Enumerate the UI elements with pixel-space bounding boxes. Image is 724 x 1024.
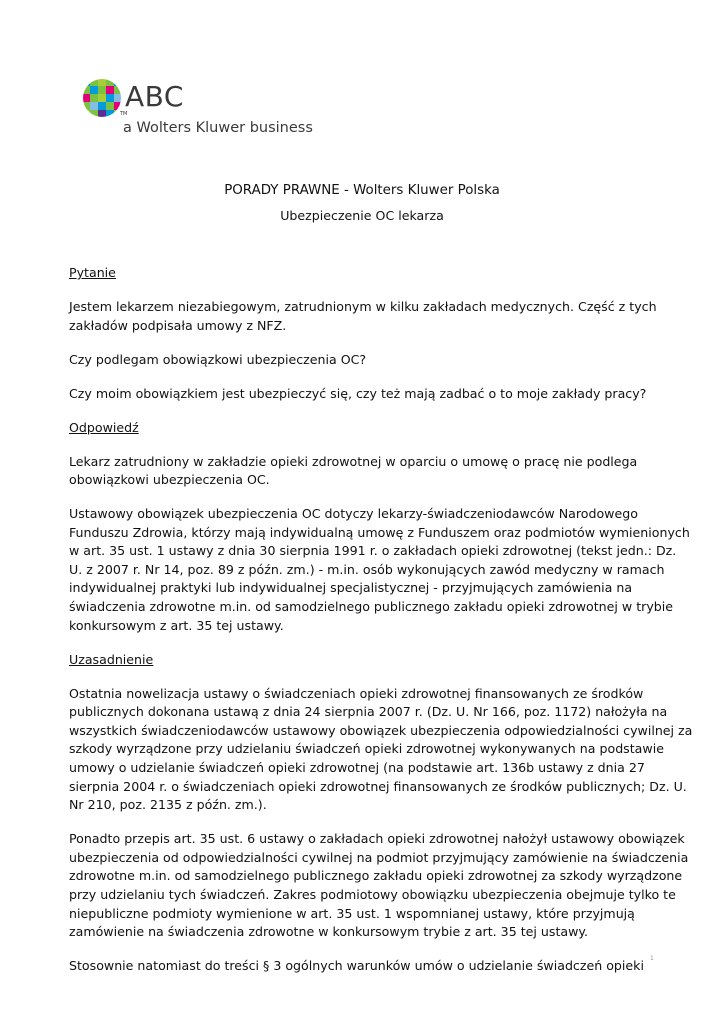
logo-tile (106, 86, 114, 94)
text-line: publicznych dokonana ustawą z dnia 24 sierpnia 2007 r. (Dz. U. Nr 166, poz. 1172) nałożyła na (69, 704, 668, 720)
logo-tile (106, 78, 114, 86)
logo-icon (82, 78, 122, 118)
text-line: przy udzielaniu tych świadczeń. Zakres podmiotowy obowiązku ubezpieczenia obejmuje tylko te (69, 886, 676, 902)
text-line: Stosownie natomiast do treści § 3 ogólnych warunków umów o udzielanie świadczeń opieki (69, 958, 644, 974)
text-line: Lekarz zatrudniony w zakładzie opieki zdrowotnej w oparciu o umowę o pracę nie podlega (69, 453, 638, 469)
logo-tile (98, 86, 106, 94)
document-title: PORADY PRAWNE - Wolters Kluwer Polska (224, 183, 500, 198)
justification-paragraph-two (69, 830, 689, 942)
text-line: w art. 35 ust. 1 ustawy z dnia 30 sierpnia 1991 r. o zakładach opieki zdrowotnej (tekst jedn.: Dz. (69, 543, 677, 559)
logo-tile (82, 110, 90, 118)
logo-tile (90, 86, 98, 94)
logo-tile (114, 86, 122, 94)
question-paragraph (69, 298, 659, 335)
logo-tile (98, 94, 106, 102)
justification-paragraph-one (69, 685, 693, 815)
text-line: Ustawowy obowiązek ubezpieczenia OC dotyczy lekarzy-świadczeniodawców Narodowego (69, 506, 638, 522)
logo-brand: ABC (125, 80, 184, 113)
logo (82, 78, 332, 138)
document-subtitle: Ubezpieczenie OC lekarza (280, 208, 444, 223)
text-line: szkody wyrządzone przy udzielaniu świadczeń opieki zdrowotnej wykonywanych na podstawie (69, 741, 664, 757)
logo-tile (90, 78, 98, 86)
justification-paragraph-three (69, 957, 659, 976)
question-two: Czy podlegam obowiązkowi ubezpieczenia OC? (69, 351, 367, 367)
logo-tile (114, 102, 122, 110)
logo-tile (114, 78, 122, 86)
logo-tile (106, 102, 114, 110)
logo-tile (106, 110, 114, 118)
logo-trademark: TM (120, 111, 128, 117)
logo-tile (98, 78, 106, 86)
logo-tagline: a Wolters Kluwer business (123, 120, 313, 136)
document-body (69, 264, 693, 976)
logo-tile (114, 94, 122, 102)
logo-tile (82, 78, 90, 86)
question-three: Czy moim obowiązkiem jest ubezpieczyć się, czy też mają zadbać o to moje zakłady pracy? (69, 385, 647, 401)
text-line: obowiązkowi ubezpieczenia OC. (69, 472, 270, 488)
answer-heading: Odpowiedź (69, 419, 139, 435)
logo-tile (82, 94, 90, 102)
justification-heading: Uzasadnienie (69, 651, 154, 667)
text-line: niepubliczne podmioty wymienione w art. 35 ust. 1 wspomnianej ustawy, które przyjmują (69, 905, 635, 921)
text-line: Nr 210, poz. 2135 z późn. zm.). (69, 797, 267, 813)
text-line: indywidualnej praktyki lub indywidualnej specjalistycznej - przyjmujących zamówienia na (69, 580, 633, 596)
page-number: 1 (650, 955, 654, 962)
text-line: umowy o udzielanie świadczeń opieki zdrowotnej (na podstawie art. 136b ustawy z dnia 27 (69, 760, 645, 775)
logo-tile (90, 110, 98, 118)
text-line: konkursowym z art. 35 tej ustawy. (69, 617, 284, 633)
logo-tile (82, 86, 90, 94)
logo-tile (90, 94, 98, 102)
text-line: wszystkich świadczeniodawców ustawowy obowiązek ubezpieczenia odpowiedzialności cywilnej za (69, 722, 693, 738)
answer-paragraph-two (69, 505, 690, 635)
text-line: Jestem lekarzem niezabiegowym, zatrudnionym w kilku zakładach medycznych. Część z tych (69, 298, 657, 314)
logo-tile (98, 102, 106, 110)
text-line: Funduszu Zdrowia, którzy mają indywidualną umowę z Funduszem oraz podmiotów wymienionych (69, 524, 690, 540)
text-line: świadczenia zdrowotne m.in. od samodzielnego publicznego zakładu opieki zdrowotnej w trybie (69, 599, 674, 615)
logo-tile (90, 102, 98, 110)
text-line: Ostatnia nowelizacja ustawy o świadczeniach opieki zdrowotnej finansowanych ze środków (69, 685, 644, 701)
question-heading: Pytanie (69, 265, 116, 280)
logo-tile (98, 110, 106, 118)
logo-tile (82, 102, 90, 110)
text-line: zdrowotne m.in. od samodzielnego publicznego zakładu opieki zdrowotnej za szkody wyrządzone (69, 868, 683, 884)
text-line: Ponadto przepis art. 35 ust. 6 ustawy o zakładach opieki zdrowotnej nałożył ustawowy obowiązek (69, 831, 685, 847)
text-line: U. z 2007 r. Nr 14, poz. 89 z późn. zm.) - m.in. osób wykonujących zawód medyczny w ramach (69, 561, 665, 577)
logo-tile (106, 94, 114, 102)
answer-paragraph-one (69, 453, 659, 490)
text-line: sierpnia 2004 r. o świadczeniach opieki zdrowotnej finansowanych ze środków publicznych; Dz. U. (69, 778, 687, 794)
text-line: zakładów podpisała umowy z NFZ. (69, 317, 287, 333)
text-line: ubezpieczenia od odpowiedzialności cywilnej na podmiot przyjmujący zamówienie na świadczenia (69, 849, 689, 865)
text-line: zamówienie na świadczenia zdrowotne w konkursowym trybie z art. 35 tej ustawy. (69, 924, 589, 940)
